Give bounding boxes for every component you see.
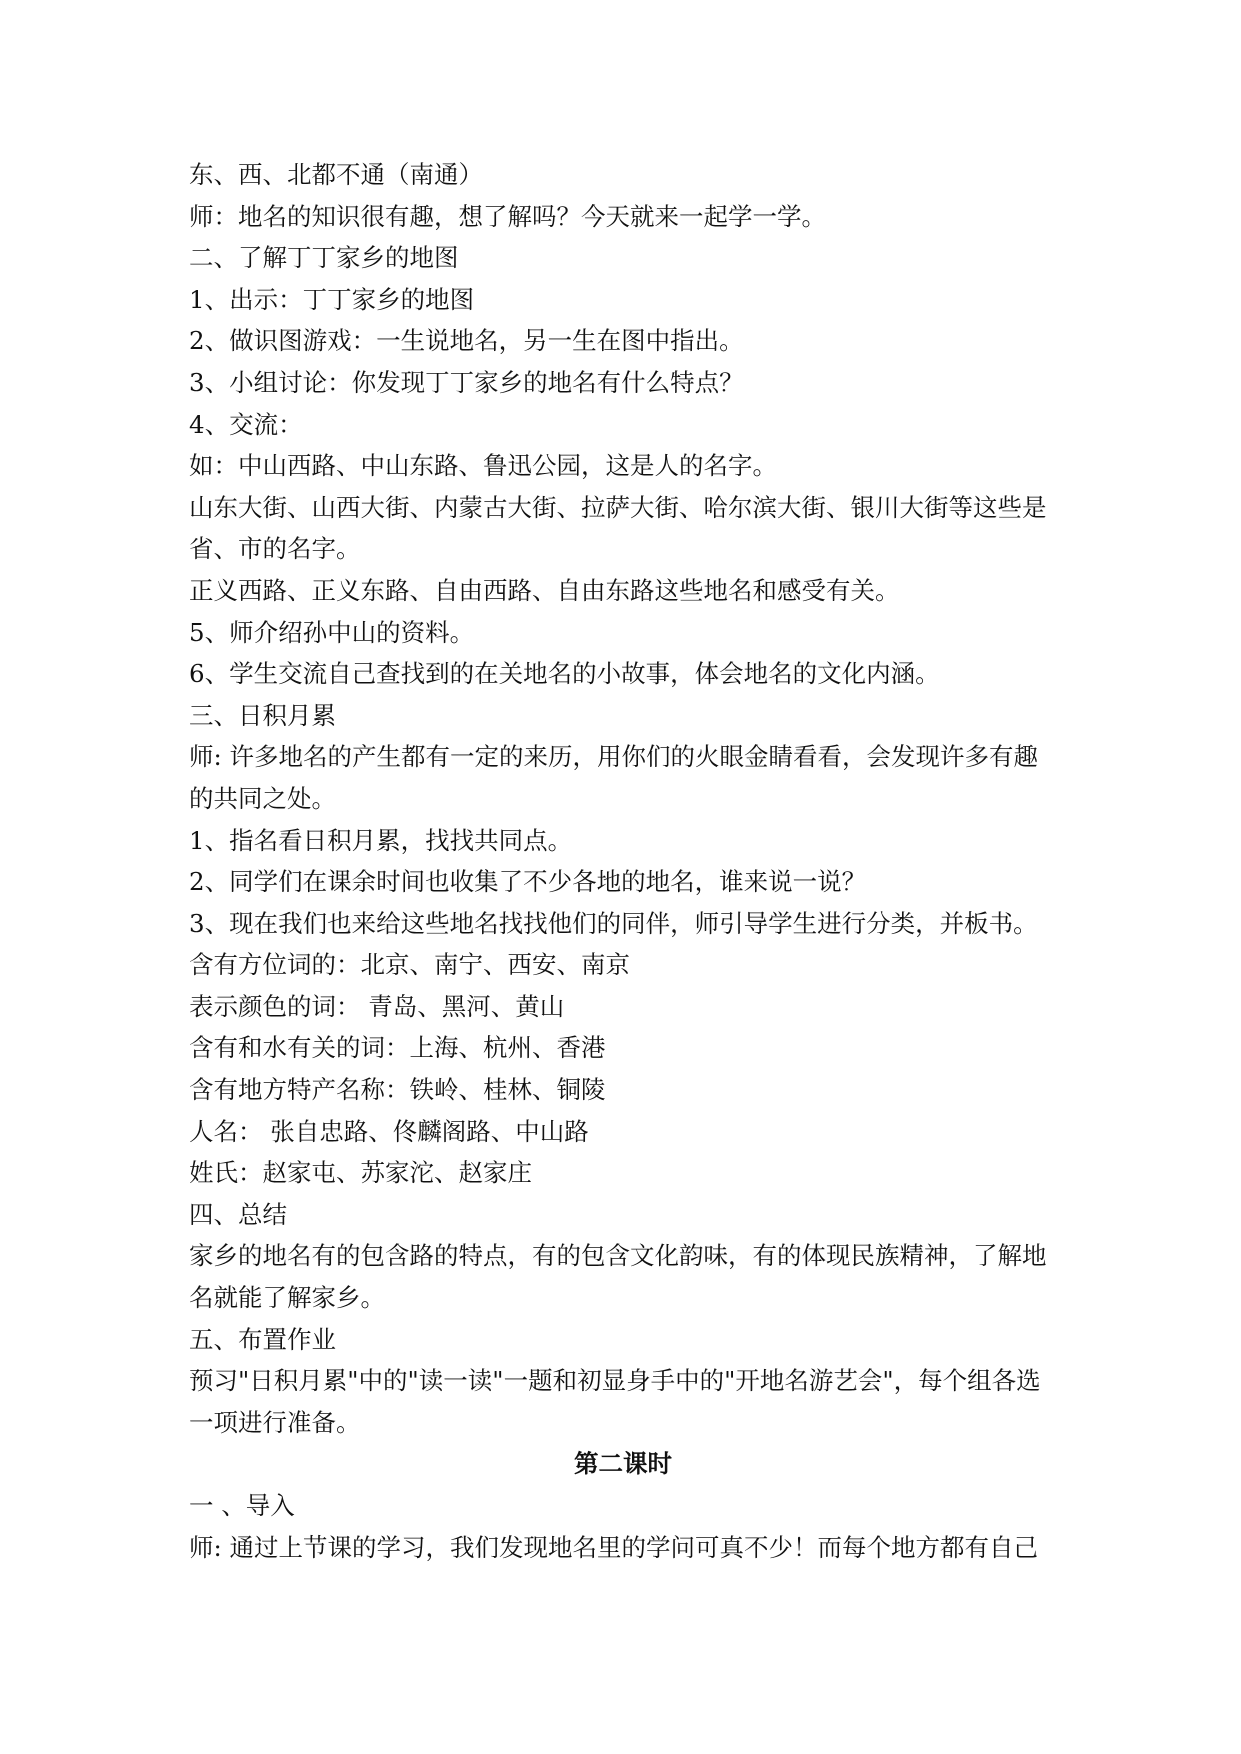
text-line: 3、小组讨论：你发现丁丁家乡的地名有什么特点？ [189, 367, 744, 397]
text-line: 师: 许多地名的产生都有一定的来历，用你们的火眼金睛看看，会发现许多有趣 [189, 742, 1039, 772]
section-title: 五、布置作业 [189, 1324, 336, 1354]
text-line: 1、指名看日积月累，找找共同点。 [189, 825, 573, 855]
text-line: 姓氏：赵家屯、苏家沱、赵家庄 [189, 1158, 532, 1188]
lesson-heading: 第二课时 [574, 1449, 672, 1479]
text-line: 表示颜色的词： 青岛、黑河、黄山 [189, 991, 565, 1021]
text-line: 含有和水有关的词：上海、杭州、香港 [189, 1033, 606, 1063]
text-line: 4、交流： [189, 409, 303, 439]
text-line: 预习"日积月累"中的"读一读"一题和初显身手中的"开地名游艺会"，每个组各选 [189, 1366, 1041, 1396]
text-line: 5、师介绍孙中山的资料。 [189, 617, 475, 647]
text-line: 山东大街、山西大街、内蒙古大街、拉萨大街、哈尔滨大街、银川大街等这些是 [189, 492, 1047, 522]
section-title: 三、日积月累 [189, 700, 336, 730]
text-line: 东、西、北都不通（南通） [189, 160, 483, 189]
text-line: 省、市的名字。 [189, 534, 361, 564]
text-line: 2、同学们在课余时间也收集了不少各地的地名，谁来说一说？ [189, 867, 867, 897]
section-title: 一 、导入 [189, 1491, 295, 1520]
text-line: 如：中山西路、中山东路、鲁迅公园，这是人的名字。 [189, 451, 777, 481]
text-line: 正义西路、正义东路、自由西路、自由东路这些地名和感受有关。 [189, 575, 900, 605]
text-line: 的共同之处。 [189, 783, 336, 813]
text-line: 含有地方特产名称：铁岭、桂林、铜陵 [189, 1075, 606, 1105]
text-line: 师：地名的知识很有趣，想了解吗？今天就来一起学一学。 [189, 201, 826, 231]
text-line: 含有方位词的：北京、南宁、西安、南京 [189, 950, 630, 980]
text-line: 一项进行准备。 [189, 1407, 361, 1437]
text-line: 人名： 张自忠路、佟麟阁路、中山路 [189, 1116, 589, 1146]
text-line: 名就能了解家乡。 [189, 1283, 385, 1313]
text-line: 6、学生交流自己查找到的在关地名的小故事，体会地名的文化内涵。 [189, 659, 940, 689]
text-line: 1、出示：丁丁家乡的地图 [189, 284, 475, 314]
section-title: 四、总结 [189, 1199, 287, 1229]
document-page [189, 154, 1057, 1568]
text-line: 3、现在我们也来给这些地名找找他们的同伴，师引导学生进行分类，并板书。 [189, 908, 1038, 938]
text-line: 师: 通过上节课的学习，我们发现地名里的学问可真不少！而每个地方都有自己 [189, 1532, 1039, 1562]
text-line: 家乡的地名有的包含路的特点，有的包含文化韵味，有的体现民族精神，了解地 [189, 1241, 1047, 1271]
text-line: 2、做识图游戏：一生说地名，另一生在图中指出。 [189, 326, 744, 356]
section-title: 二、了解丁丁家乡的地图 [189, 243, 459, 273]
